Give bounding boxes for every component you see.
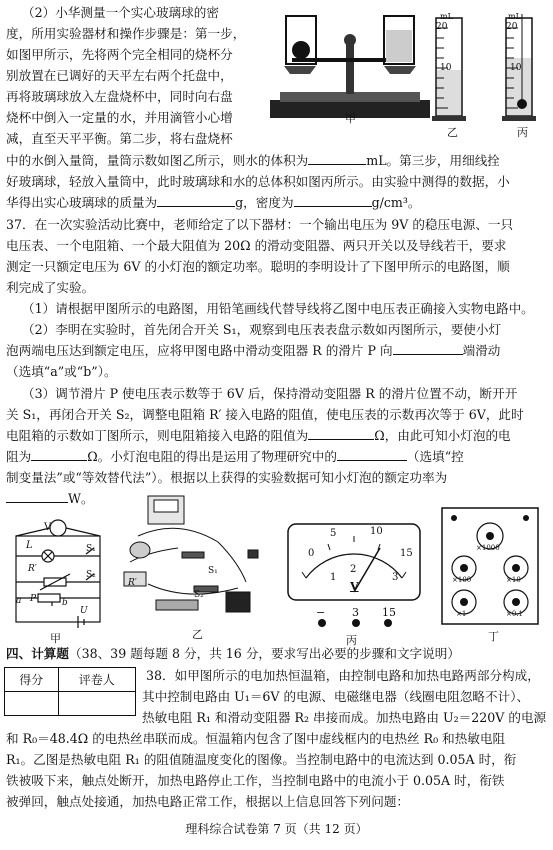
fig-label-jia-36: 甲 <box>345 112 356 125</box>
answer-blank-power[interactable] <box>6 502 68 503</box>
q37-part-3c <box>6 428 511 443</box>
cyl-yi-10: 10 <box>440 63 452 73</box>
q36-line-4: 别放置在已调好的天平左右两个托盘中， <box>6 68 233 83</box>
circuit-label-v: V <box>44 522 52 533</box>
meter-inner-2: 2 <box>350 564 357 575</box>
circuit-label-p: P <box>30 594 37 604</box>
q37-line-1: 37．在一次实验活动比赛中，老师给定了以下器材：一个输出电压为 9V 的稳压电源、一只 <box>6 217 514 232</box>
fig-label-yi-36: 乙 <box>447 126 458 139</box>
meter-tick-10: 10 <box>370 526 383 537</box>
real-label-s1: S₁ <box>208 566 218 576</box>
answer-blank-volume[interactable] <box>308 164 366 165</box>
q36-line-3: 如图甲所示，先将两个完全相同的烧杯分 <box>6 47 233 62</box>
q36-mass-text: 华得出实心玻璃球的质量为 <box>6 195 158 210</box>
meter-tick-5: 5 <box>330 528 337 539</box>
meter-inner-3: 3 <box>392 572 399 583</box>
cyl-bing-unit: mL <box>508 12 521 21</box>
section-4-title: 四、计算题 <box>6 646 69 661</box>
q37-part-3e: 制变量法”或“等效替代法”）。根据以上获得的实验数据可知小灯泡的额定功率为 <box>6 470 448 485</box>
q37-line-3: 测定一只额定电压为 6V 的小灯泡的额定功率。聪明的李明设计了下图甲所示的电路图，顺 <box>6 259 510 274</box>
answer-blank-density[interactable] <box>294 206 372 207</box>
q38-line-2: 其中控制电路由 U₁＝6V 的电源、电磁继电器（线圈电阻忽略不计）、 <box>142 689 530 704</box>
circuit-label-s1: S₁ <box>86 544 96 554</box>
fig-label-ding-37: 丁 <box>488 630 499 643</box>
q37-part-2a: （2）李明在实验时，首先闭合开关 S₁，观察到电压表表盘示数如丙图所示，要使小灯 <box>22 322 502 337</box>
meter-tick-15: 15 <box>400 548 413 559</box>
q36-line-7: 减，直至天平平衡。第二步，将右盘烧杯 <box>6 131 233 146</box>
q37-part-3d-text: 阻为 <box>6 449 32 464</box>
circuit-label-l: L <box>26 540 33 551</box>
cyl-bing-10: 10 <box>510 63 522 73</box>
q37-part-3d-mid: Ω。小灯泡电阻的得出是运用了物理研究中的 <box>87 449 337 464</box>
section-4-header <box>6 646 460 661</box>
q38-line-1: 38．如甲图所示的电加热恒温箱，由控制电路和加热电路两部分构成， <box>146 668 540 683</box>
cyl-bing-20: 20 <box>506 22 518 32</box>
fig-label-jia-37: 甲 <box>50 632 61 645</box>
meter-terminals <box>310 616 400 630</box>
q36-line-2: 度，所用实验器材和操作步骤是：第一步， <box>6 26 246 41</box>
box-mult-1000: ×1000 <box>476 544 500 552</box>
fig-label-bing-37: 丙 <box>346 634 357 647</box>
q36-line-6: 烧杯中倒入一定量的水，并用滴管小心增 <box>6 110 233 125</box>
q37-part-2b <box>6 343 500 358</box>
page-footer: 理科综合试卷第 7 页（共 12 页） <box>185 822 368 836</box>
q37-part-3c-tail: Ω，由此可知小灯泡的电 <box>374 428 511 443</box>
circuit-label-s2: S₂ <box>86 570 96 580</box>
meter-terminal-15: 15 <box>382 606 396 619</box>
resistance-box <box>440 506 540 626</box>
box-mult-10: ×10 <box>506 576 521 584</box>
score-cell[interactable] <box>5 692 59 716</box>
q38-line-7: 被弹回，触点处接通，加热电路正常工作，根据以上信息回答下列问题： <box>6 794 409 809</box>
q37-part-2b-tail: 端滑动 <box>462 343 501 358</box>
circuit-label-rp: R′ <box>28 564 37 574</box>
q37-part-1: （1）请根据甲图所示的电路图，用铅笔画线代替导线将乙图中电压表正确接入实物电路中。 <box>22 301 534 316</box>
q37-part-3d <box>6 449 464 464</box>
q37-part-2c: （选填“a”或“b”）。 <box>6 364 117 379</box>
circuit-label-b: b <box>62 598 68 608</box>
q37-line-2: 电压表、一个电阻箱、一个最大阻值为 20Ω 的滑动变阻器、两只开关以及导线若干，要求 <box>6 238 507 253</box>
q36-line-1: （2）小华测量一个实心玻璃球的密 <box>22 5 219 20</box>
cyl-yi-unit: mL <box>440 12 453 21</box>
real-label-rp: R′ <box>128 578 137 588</box>
meter-unit-v: V <box>350 580 359 593</box>
q37-part-3f <box>6 491 94 506</box>
q36-line-8-tail: mL。第三步，用细线拴 <box>366 153 500 168</box>
real-label-s2: S₂ <box>194 590 204 600</box>
q38-line-3: 热敏电阻 R₁ 和滑动变阻器 R₂ 串接而成。加热电路由 U₂＝220V 的电源 <box>142 710 547 725</box>
fig-label-yi-37: 乙 <box>192 628 203 641</box>
q36-line-8 <box>6 153 500 168</box>
answer-blank-lamp-resistance[interactable] <box>31 460 87 461</box>
score-table <box>4 667 136 716</box>
balance-figure <box>266 4 434 124</box>
q36-density-text: g，密度为 <box>235 195 294 210</box>
reviewer-header: 评卷人 <box>58 668 135 692</box>
q37-line-4: 利完成了实验。 <box>6 280 95 295</box>
q38-line-6: 铁被吸下来，触点处断开，加热电路停止工作，当控制电路中的电流小于 0.05A 时，衔铁 <box>6 773 505 788</box>
q37-power-unit: W。 <box>68 491 94 506</box>
circuit-label-u: U <box>80 606 88 616</box>
q37-part-3a: （3）调节滑片 P 使电压表示数等于 6V 后，保持滑动变阻器 R 的滑片位置不动，断开开 <box>22 386 518 401</box>
box-mult-100: ×100 <box>452 576 472 584</box>
q36-line-10 <box>6 195 421 210</box>
circuit-label-a: a <box>16 596 22 606</box>
q37-part-3d-tail: （选填“控 <box>406 449 464 464</box>
q36-line-9: 好玻璃球，轻放入量筒中，此时玻璃球和水的总体积如图丙所示。由实验中测得的数据，小 <box>6 174 510 189</box>
q36-unit-text: g/cm³。 <box>371 195 421 210</box>
q38-line-4: 和 R₀＝48.4Ω 的电热丝串联而成。恒温箱内包含了图中虚线框内的电热丝 R₀ 和热敏电阻 <box>6 731 506 746</box>
cyl-yi-20: 20 <box>436 22 448 32</box>
answer-blank-resistance-box[interactable] <box>308 439 374 440</box>
answer-blank-direction[interactable] <box>393 354 463 355</box>
answer-blank-method[interactable] <box>337 460 407 461</box>
q36-line-8-text: 中的水倒入量筒，量筒示数如图乙所示，则水的体积为 <box>6 153 309 168</box>
q38-line-5: R₁。乙图是热敏电阻 R₁ 的阻值随温度变化的图像。当控制电路中的电流达到 0.05A 时，衔 <box>6 752 517 767</box>
meter-terminal-minus: − <box>316 606 326 619</box>
box-mult-1: ×1 <box>456 610 467 618</box>
answer-blank-mass[interactable] <box>157 206 235 207</box>
meter-tick-0: 0 <box>308 548 315 559</box>
meter-terminal-3: 3 <box>352 606 359 619</box>
box-mult-0-1: ×0.1 <box>506 610 523 618</box>
real-circuit <box>118 492 278 622</box>
meter-inner-1: 1 <box>330 572 337 583</box>
q37-part-3b: 关 S₁，再闭合开关 S₂，调整电阻箱 R′ 接入电路的阻值，使电压表的示数再次等于 6V，此时 <box>6 407 524 422</box>
q36-line-5: 再将玻璃球放入左盘烧杯中，同时向右盘 <box>6 89 233 104</box>
section-4-desc: （38、39 题每题 8 分，共 16 分，要求写出必要的步骤和文字说明） <box>68 646 460 661</box>
score-header: 得分 <box>5 668 59 692</box>
q37-part-2b-text: 泡两端电压达到额定电压，应将甲图电路中滑动变阻器 R 的滑片 P 向 <box>6 343 393 358</box>
q37-part-3c-text: 电阻箱的示数如丁图所示，则电阻箱接入电路的阻值为 <box>6 428 309 443</box>
reviewer-cell[interactable] <box>58 692 135 716</box>
fig-label-bing-36: 丙 <box>517 126 528 139</box>
